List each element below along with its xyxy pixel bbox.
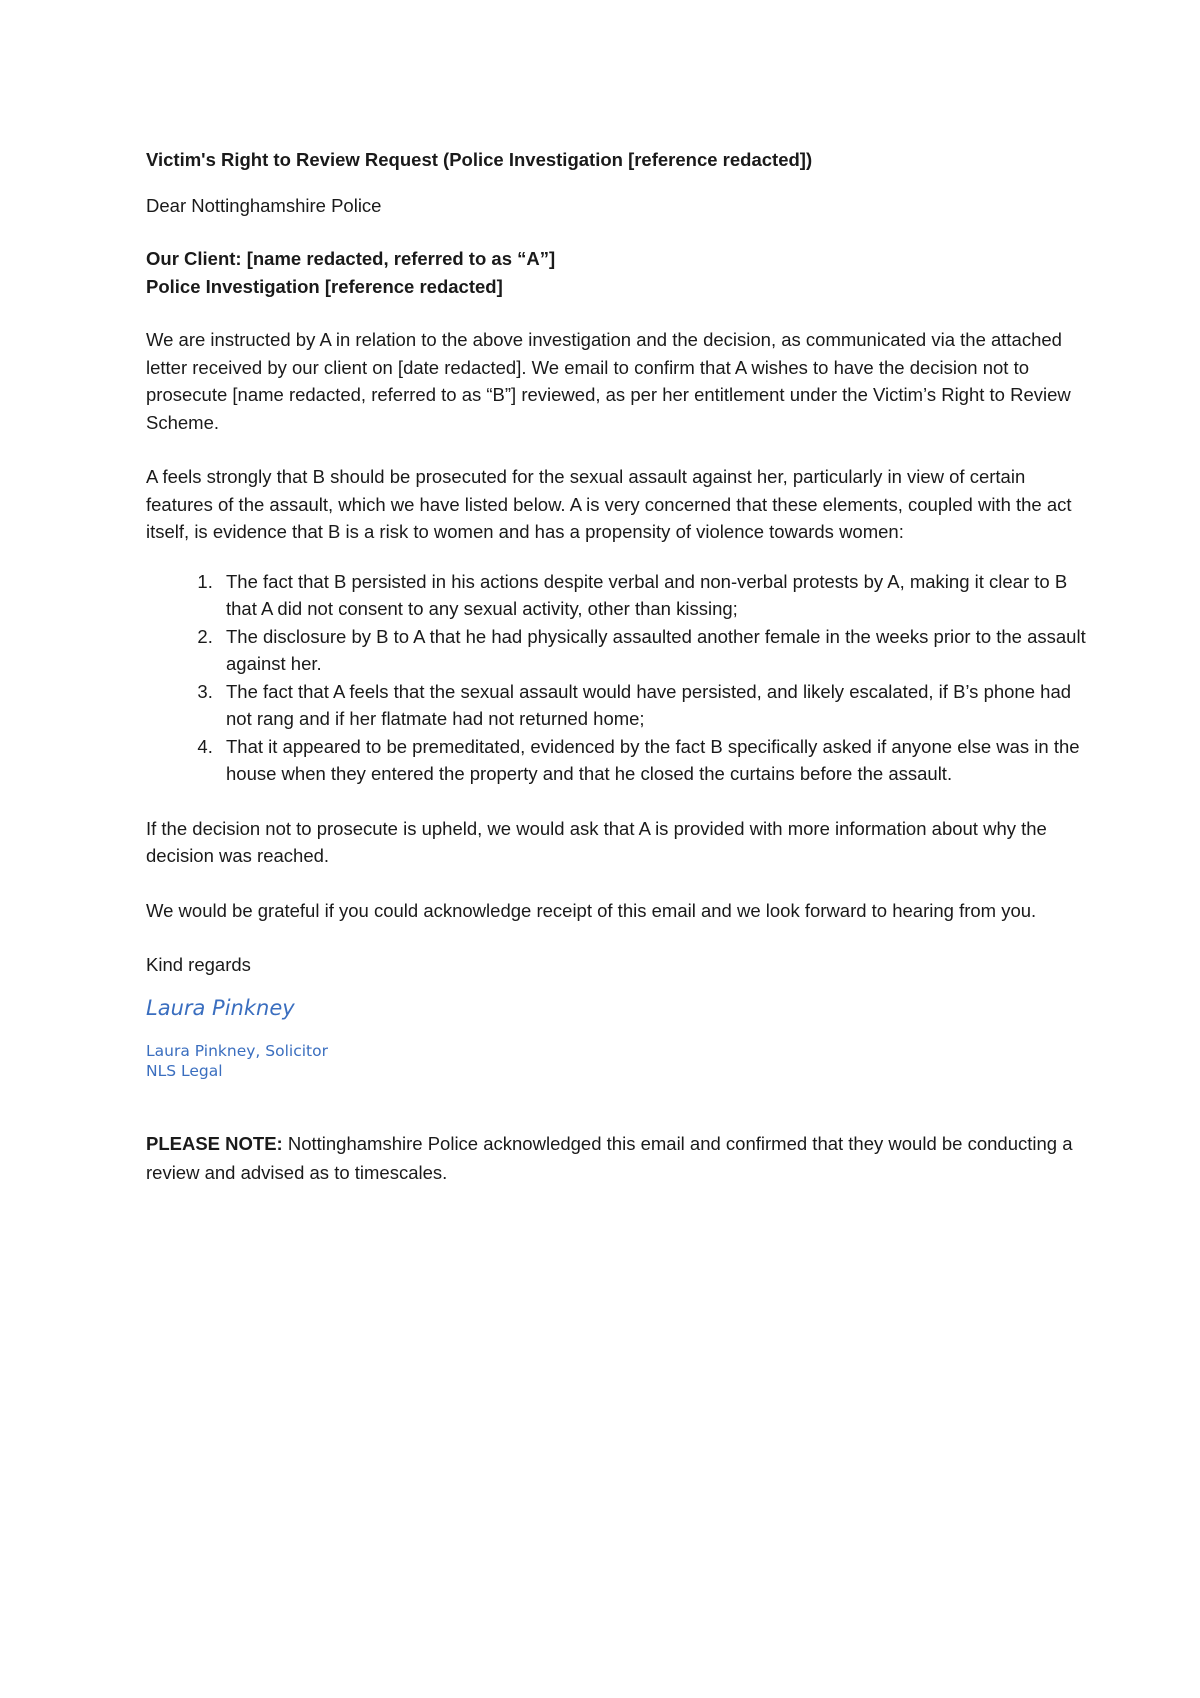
signature-title: Laura Pinkney, Solicitor: [146, 1041, 328, 1060]
paragraph-instruction: We are instructed by A in relation to the above investigation and the decision, as communicated via the attached letter received by our client on [date redacted]. We email to confirm that A wishes to have the decision not to prosecute [name redacted, referred to as “B”] reviewed, as per her entitlement under the Victim’s Right to Review Scheme.: [146, 329, 1071, 433]
closing: Kind regards: [146, 954, 251, 975]
list-item: 1. The fact that B persisted in his actions despite verbal and non-verbal protests by A, making it clear to B that A did not consent to any sexual activity, other than kissing;: [218, 568, 1086, 623]
reference-block: [146, 245, 1086, 300]
document-page: [146, 146, 1086, 1205]
list-item: 3. The fact that A feels that the sexual assault would have persisted, and likely escalated, if B’s phone had not rang and if her flatmate had not returned home;: [218, 678, 1086, 733]
concerns-list: [146, 568, 1086, 788]
paragraph-upheld: If the decision not to prosecute is upheld, we would ask that A is provided with more information about why the decision was reached.: [146, 817, 1047, 866]
paragraph-concerns: A feels strongly that B should be prosecuted for the sexual assault against her, particularly in view of certain features of the assault, which we have listed below. A is very concerned that these elements, coupled with the act itself, is evidence that B is a risk to women and has a propensity of violence towards women:: [146, 466, 1072, 542]
list-item: 4. That it appeared to be premeditated, evidenced by the fact B specifically asked if anyone else was in the house when they entered the property and that he closed the curtains before the assault.: [218, 733, 1086, 788]
paragraph-acknowledge: We would be grateful if you could acknowledge receipt of this email and we look forward to hearing from you.: [146, 899, 1037, 921]
please-note: [146, 1129, 1086, 1187]
signature-details: [146, 1041, 1086, 1081]
signature-firm: NLS Legal: [146, 1061, 223, 1080]
signature-name: Laura Pinkney: [146, 995, 295, 1020]
document-title: Victim's Right to Review Request (Police Investigation [reference redacted]): [146, 149, 813, 170]
note-text: Nottinghamshire Police acknowledged this email and confirmed that they would be conducting a review and advised as to timescales.: [146, 1132, 1073, 1183]
list-item: 2. The disclosure by B to A that he had physically assaulted another female in the weeks prior to the assault against her.: [218, 623, 1086, 678]
salutation: Dear Nottinghamshire Police: [146, 194, 382, 216]
investigation-line: Police Investigation [reference redacted]: [146, 275, 503, 297]
client-line: Our Client: [name redacted, referred to as “A”]: [146, 248, 556, 269]
note-label: PLEASE NOTE:: [146, 1132, 283, 1154]
